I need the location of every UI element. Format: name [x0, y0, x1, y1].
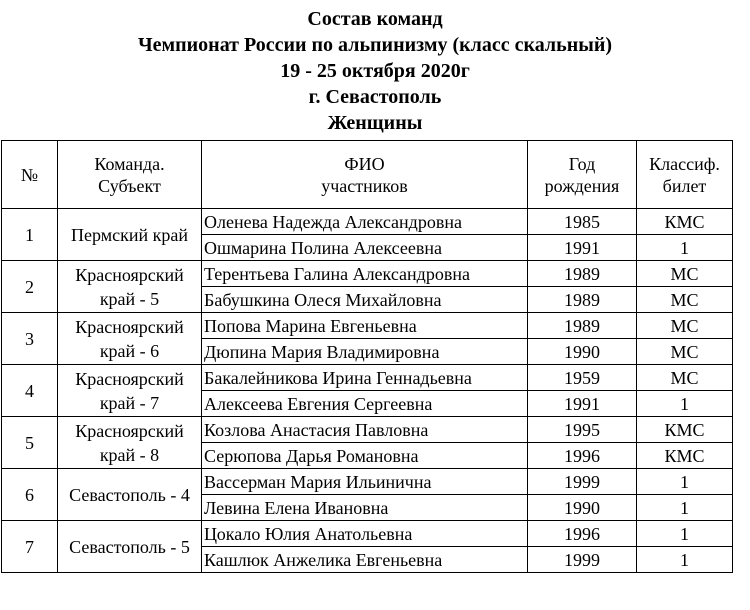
qualification-class: КМС [637, 417, 733, 443]
team-subject-line1: Севастополь - 4 [69, 484, 190, 505]
team-subject [58, 209, 202, 261]
qualification-class: 1 [637, 521, 733, 547]
qualification-class: 1 [637, 469, 733, 495]
team-number: 3 [2, 313, 58, 365]
team-number: 5 [2, 417, 58, 469]
participant-name: Кашлюк Анжелика Евгеньевна [202, 547, 528, 573]
team-subject-line1: Красноярский [75, 368, 184, 389]
title-championship: Чемпионат России по альпинизму (класс скальный) [137, 34, 613, 56]
table-row [2, 469, 733, 495]
birth-year: 1989 [528, 287, 637, 313]
birth-year: 1989 [528, 313, 637, 339]
qualification-class: 1 [637, 235, 733, 261]
title-city: г. Севастополь [308, 86, 442, 108]
birth-year: 1990 [528, 495, 637, 521]
table-row [2, 313, 733, 339]
table-row [2, 261, 733, 287]
team-subject-line2: край - 7 [99, 392, 160, 413]
team-subject [58, 261, 202, 313]
qualification-class: 1 [637, 391, 733, 417]
team-subject-line1: Красноярский [75, 264, 184, 285]
header-year: Год рождения [528, 141, 637, 209]
document-title [0, 6, 750, 136]
birth-year: 1985 [528, 209, 637, 235]
participant-name: Терентьева Галина Александровна [202, 261, 528, 287]
title-dates: 19 - 25 октября 2020г [280, 60, 470, 82]
participant-name: Алексеева Евгения Сергеевна [202, 391, 528, 417]
header-name: ФИО участников [202, 141, 528, 209]
team-subject [58, 313, 202, 365]
birth-year: 1959 [528, 365, 637, 391]
table-row [2, 365, 733, 391]
birth-year: 1989 [528, 261, 637, 287]
participant-name: Серюпова Дарья Романовна [202, 443, 528, 469]
header-team: Команда. Субъект [58, 141, 202, 209]
participant-name: Попова Марина Евгеньевна [202, 313, 528, 339]
qualification-class: КМС [637, 209, 733, 235]
participant-name: Козлова Анастасия Павловна [202, 417, 528, 443]
table-row [2, 209, 733, 235]
team-subject [58, 469, 202, 521]
team-subject-line1: Пермский край [71, 224, 188, 245]
team-subject [58, 521, 202, 573]
qualification-class: МС [637, 261, 733, 287]
participant-name: Цокало Юлия Анатольевна [202, 521, 528, 547]
participant-name: Ошмарина Полина Алексеевна [202, 235, 528, 261]
header-class: Классиф. билет [637, 141, 733, 209]
qualification-class: 1 [637, 495, 733, 521]
team-subject-line1: Красноярский [75, 316, 184, 337]
table-row [2, 521, 733, 547]
roster-table [1, 140, 733, 573]
birth-year: 1999 [528, 469, 637, 495]
participant-name: Бабушкина Олеся Михайловна [202, 287, 528, 313]
birth-year: 1991 [528, 235, 637, 261]
title-category: Женщины [327, 112, 423, 134]
birth-year: 1999 [528, 547, 637, 573]
participant-name: Вассерман Мария Ильинична [202, 469, 528, 495]
team-number: 1 [2, 209, 58, 261]
qualification-class: МС [637, 339, 733, 365]
header-row [2, 141, 733, 209]
birth-year: 1990 [528, 339, 637, 365]
team-number: 4 [2, 365, 58, 417]
team-subject-line1: Севастополь - 5 [69, 536, 190, 557]
participant-name: Бакалейникова Ирина Геннадьевна [202, 365, 528, 391]
qualification-class: МС [637, 287, 733, 313]
team-subject [58, 417, 202, 469]
qualification-class: КМС [637, 443, 733, 469]
header-num: № [2, 141, 58, 209]
qualification-class: МС [637, 313, 733, 339]
team-subject-line2: край - 6 [99, 340, 160, 361]
title-heading: Состав команд [307, 8, 443, 30]
team-number: 6 [2, 469, 58, 521]
qualification-class: МС [637, 365, 733, 391]
team-subject [58, 365, 202, 417]
birth-year: 1991 [528, 391, 637, 417]
team-number: 7 [2, 521, 58, 573]
team-subject-line1: Красноярский [75, 420, 184, 441]
qualification-class: 1 [637, 547, 733, 573]
participant-name: Левина Елена Ивановна [202, 495, 528, 521]
birth-year: 1996 [528, 521, 637, 547]
team-subject-line2: край - 8 [99, 444, 160, 465]
birth-year: 1996 [528, 443, 637, 469]
team-number: 2 [2, 261, 58, 313]
participant-name: Оленева Надежда Александровна [202, 209, 528, 235]
team-subject-line2: край - 5 [99, 288, 160, 309]
participant-name: Дюпина Мария Владимировна [202, 339, 528, 365]
birth-year: 1995 [528, 417, 637, 443]
table-row [2, 417, 733, 443]
roster-body [2, 209, 733, 573]
